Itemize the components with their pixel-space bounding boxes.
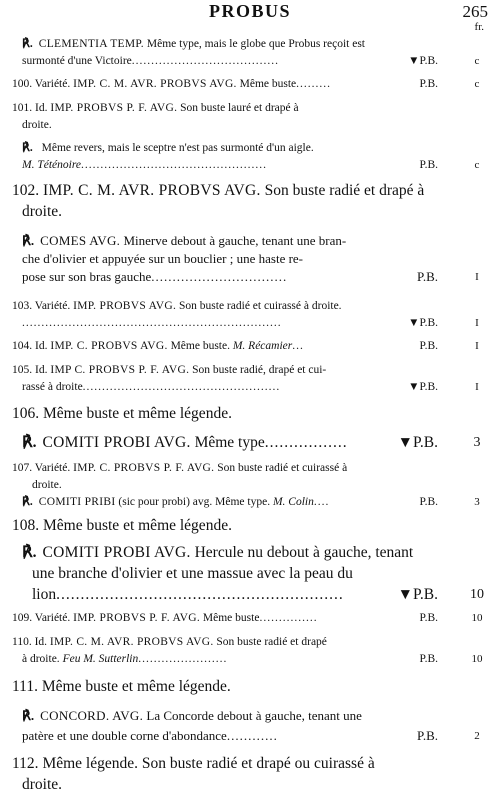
catalogue-entry bbox=[0, 676, 500, 697]
description-text: Même buste bbox=[236, 78, 297, 90]
coin-legend: IMP. C. PROBVS AVG. bbox=[50, 340, 168, 352]
entry-number: 100. Variété. bbox=[12, 78, 74, 90]
line-text bbox=[12, 676, 231, 697]
currency-unit: fr. bbox=[474, 21, 484, 33]
entry-number: 112. bbox=[12, 755, 43, 772]
catalogue-entry bbox=[0, 362, 500, 396]
grade-label: P.B. bbox=[419, 381, 438, 393]
catalogue-entry bbox=[0, 76, 500, 93]
module-grade bbox=[406, 379, 438, 396]
description-text: Hercule nu debout à gauche, tenant bbox=[190, 544, 414, 561]
description-text: Son buste radié et cuirassé à droite. bbox=[176, 300, 342, 312]
line-text bbox=[22, 268, 287, 286]
description-text: Même type, mais le globe que Probus reçoit est bbox=[144, 38, 366, 50]
coin-legend: IMP. C. M. AVR. PROBVS AVG. bbox=[49, 636, 214, 648]
coin-legend: CONCORD. AVG. bbox=[40, 708, 144, 723]
description-text: Son buste radié et drapé à bbox=[260, 182, 425, 199]
catalogue-entry bbox=[0, 100, 500, 134]
coin-legend: IMP. PROBVS AVG. bbox=[73, 300, 177, 312]
reverse-symbol: ℟. bbox=[22, 708, 35, 723]
coin-legend: COMITI PROBI AVG. bbox=[42, 434, 191, 451]
line-text bbox=[22, 36, 365, 53]
module-grade bbox=[417, 651, 438, 668]
entry-line bbox=[0, 774, 500, 795]
entry-line bbox=[0, 298, 500, 315]
module-grade bbox=[415, 268, 438, 286]
leader-dots: ...................................... bbox=[131, 55, 280, 67]
line-text bbox=[22, 774, 62, 795]
line-text bbox=[22, 157, 267, 174]
description-text: Son buste radié et cuirassé à bbox=[214, 462, 348, 474]
rarity-value: I bbox=[475, 340, 479, 352]
module-grade bbox=[406, 53, 438, 70]
coin-legend: IMP. PROBVS P. F. AVG. bbox=[50, 102, 178, 114]
entry-line bbox=[0, 379, 500, 396]
grade-label: P.B. bbox=[419, 496, 438, 508]
module-grade bbox=[396, 432, 438, 453]
rarity-value: 2 bbox=[474, 730, 480, 742]
description-text: à droite. bbox=[22, 653, 63, 665]
catalogue-entry bbox=[0, 403, 500, 424]
module-grade bbox=[417, 610, 438, 627]
description-text: che d'olivier et appuyée sur un bouclier ; une haste re- bbox=[22, 251, 304, 266]
description-text: (sic pour probi) avg. Même type. bbox=[115, 496, 273, 508]
entry-line bbox=[0, 76, 500, 93]
leader-dots: ................................................ bbox=[80, 159, 267, 171]
description-text: Même buste et même légende. bbox=[41, 678, 231, 695]
rarity-value: 3 bbox=[474, 496, 480, 508]
description-text: Même légende. Son buste radié et drapé ou cuirassé à bbox=[42, 755, 375, 772]
line-text bbox=[22, 651, 227, 668]
entry-line bbox=[0, 140, 500, 157]
description-text: La Concorde debout à gauche, tenant une bbox=[143, 708, 362, 723]
line-text bbox=[22, 432, 348, 453]
leader-dots: ............ bbox=[226, 728, 278, 743]
catalogue-entry bbox=[0, 232, 500, 286]
leader-dots: ................................................................... bbox=[22, 317, 282, 329]
catalogue-entry bbox=[0, 542, 500, 605]
entry-number: 111. bbox=[12, 678, 42, 695]
metal-mark-icon: ▼ bbox=[408, 381, 420, 393]
grade-label: P.B. bbox=[419, 612, 438, 624]
collection-name: M. Téténoire bbox=[22, 159, 81, 171]
line-text bbox=[22, 726, 278, 746]
line-text bbox=[12, 753, 375, 774]
metal-mark-icon: ▼ bbox=[408, 55, 420, 67]
grade-label: P.B. bbox=[419, 78, 438, 90]
collection-name: Feu M. Sutterlin bbox=[62, 653, 139, 665]
coin-legend: COMES AVG. bbox=[40, 233, 121, 248]
catalogue-entry bbox=[0, 753, 500, 795]
coin-legend: CLEMENTIA TEMP. bbox=[38, 38, 144, 50]
line-text bbox=[12, 76, 331, 93]
line-text bbox=[22, 201, 62, 222]
leader-dots: ... bbox=[292, 340, 304, 352]
leader-dots: ............... bbox=[259, 612, 318, 624]
description-text: droite. bbox=[22, 203, 63, 220]
reverse-symbol: ℟. bbox=[22, 233, 35, 248]
entry-line bbox=[0, 201, 500, 222]
rarity-value: c bbox=[474, 55, 480, 67]
description-text: droite. bbox=[22, 776, 63, 793]
entry-line bbox=[0, 432, 500, 453]
page-number: 265 bbox=[462, 2, 488, 21]
line-text bbox=[12, 634, 327, 651]
description-text: Même buste. bbox=[167, 340, 233, 352]
description-text: droite. bbox=[32, 479, 62, 491]
module-grade bbox=[417, 494, 438, 511]
rarity-value: 10 bbox=[471, 612, 483, 624]
catalogue-entry bbox=[0, 706, 500, 746]
line-text bbox=[12, 515, 232, 536]
entry-number: 108. bbox=[12, 517, 43, 534]
entry-number: 109. Variété. bbox=[12, 612, 74, 624]
coin-legend: IMP. C. M. AVR. PROBVS AVG. bbox=[73, 78, 237, 90]
module-grade bbox=[417, 338, 438, 355]
description-text: rassé à droite bbox=[22, 381, 83, 393]
entry-number: 103. Variété. bbox=[12, 300, 74, 312]
entry-line bbox=[0, 610, 500, 627]
entry-number: 102. bbox=[12, 182, 43, 199]
grade-label: P.B. bbox=[419, 317, 438, 329]
module-grade bbox=[396, 584, 438, 605]
entry-line bbox=[0, 494, 500, 511]
coin-legend: IMP. PROBVS P. F. AVG. bbox=[73, 612, 201, 624]
description-text: Même type bbox=[190, 434, 265, 451]
entry-line bbox=[0, 726, 500, 746]
description-text: une branche d'olivier et une massue avec la peau du bbox=[32, 565, 353, 582]
metal-mark-icon: ▼ bbox=[397, 434, 413, 451]
rarity-value: c bbox=[474, 159, 480, 171]
leader-dots: ........................................................... bbox=[56, 586, 344, 603]
description-text: Même buste bbox=[200, 612, 260, 624]
coin-legend: COMITI PROBI AVG. bbox=[42, 544, 191, 561]
line-text bbox=[12, 100, 299, 117]
description-text: Son buste radié et drapé bbox=[213, 636, 327, 648]
entry-line bbox=[0, 515, 500, 536]
entry-line bbox=[0, 477, 500, 494]
rarity-value: I bbox=[475, 381, 479, 393]
reverse-symbol: ℟. bbox=[22, 544, 37, 561]
description-text: Minerve debout à gauche, tenant une bran- bbox=[120, 233, 347, 248]
description-text: pose sur son bras gauche bbox=[22, 269, 152, 284]
line-text bbox=[22, 232, 346, 250]
rarity-value: 10 bbox=[471, 653, 483, 665]
entry-line bbox=[0, 542, 500, 563]
line-text bbox=[32, 584, 344, 605]
line-text bbox=[22, 315, 282, 332]
reverse-symbol: ℟. bbox=[22, 496, 33, 508]
line-text bbox=[32, 477, 62, 494]
entry-line bbox=[0, 584, 500, 605]
entry-line bbox=[0, 53, 500, 70]
entry-number: 104. Id. bbox=[12, 340, 51, 352]
leader-dots: ................................................... bbox=[82, 381, 281, 393]
description-text: Son buste lauré et drapé à bbox=[177, 102, 299, 114]
grade-label: P.B. bbox=[417, 728, 438, 743]
catalogue-entry bbox=[0, 610, 500, 627]
entry-line bbox=[0, 180, 500, 201]
entry-line bbox=[0, 250, 500, 268]
line-text bbox=[22, 706, 362, 726]
rarity-value: 3 bbox=[473, 435, 481, 450]
catalogue-entry bbox=[0, 494, 500, 511]
entry-line bbox=[0, 676, 500, 697]
description-text: Même buste et même légende. bbox=[43, 517, 232, 534]
entry-number: 106. bbox=[12, 405, 43, 422]
description-text: Même revers, mais le sceptre n'est pas surmonté d'un aigle. bbox=[38, 142, 314, 154]
collection-name: M. Colin bbox=[272, 496, 314, 508]
catalogue-entry bbox=[0, 140, 500, 174]
entry-line bbox=[0, 753, 500, 774]
grade-label: P.B. bbox=[419, 340, 438, 352]
collection-name: M. Récamier bbox=[232, 340, 293, 352]
description-text: Même buste et même légende. bbox=[43, 405, 232, 422]
rarity-value: 10 bbox=[470, 587, 484, 602]
line-text bbox=[12, 298, 342, 315]
catalogue-entry bbox=[0, 515, 500, 536]
module-grade bbox=[415, 726, 438, 746]
entry-line bbox=[0, 268, 500, 286]
entry-line bbox=[0, 362, 500, 379]
line-text bbox=[22, 140, 314, 157]
catalogue-entry bbox=[0, 180, 500, 222]
leader-dots: ....................... bbox=[138, 653, 228, 665]
entry-number: 101. Id. bbox=[12, 102, 51, 114]
grade-label: P.B. bbox=[419, 653, 438, 665]
entry-line bbox=[0, 100, 500, 117]
line-text bbox=[22, 379, 280, 396]
entry-number: 107. Variété. bbox=[12, 462, 74, 474]
entry-line bbox=[0, 338, 500, 355]
leader-dots: ................................ bbox=[151, 269, 288, 284]
line-text bbox=[12, 610, 318, 627]
catalogue-entry bbox=[0, 36, 500, 70]
entry-line bbox=[0, 157, 500, 174]
description-text: Son buste radié, drapé et cui- bbox=[189, 364, 327, 376]
line-text bbox=[22, 494, 329, 511]
line-text bbox=[22, 53, 279, 70]
entry-number: 110. Id. bbox=[12, 636, 50, 648]
entry-line bbox=[0, 706, 500, 726]
grade-label: P.B. bbox=[413, 586, 438, 603]
entry-line bbox=[0, 232, 500, 250]
coin-legend: IMP. C. PROBVS P. F. AVG. bbox=[73, 462, 215, 474]
catalogue-entry bbox=[0, 432, 500, 453]
description-text: patère et une double corne d'abondance bbox=[22, 728, 227, 743]
module-grade bbox=[417, 157, 438, 174]
rarity-value: c bbox=[474, 78, 480, 90]
rarity-value: I bbox=[475, 271, 479, 283]
line-text bbox=[12, 180, 424, 201]
description-text: lion bbox=[32, 586, 57, 603]
line-text bbox=[12, 460, 347, 477]
line-text bbox=[32, 563, 353, 584]
catalogue-entry bbox=[0, 634, 500, 668]
line-text bbox=[22, 250, 303, 268]
coin-legend: IMP C. PROBVS P. F. AVG. bbox=[50, 364, 190, 376]
leader-dots: ......... bbox=[296, 78, 332, 90]
grade-label: P.B. bbox=[419, 55, 438, 67]
line-text bbox=[12, 403, 232, 424]
reverse-symbol: ℟. bbox=[22, 38, 33, 50]
module-grade bbox=[406, 315, 438, 332]
module-grade bbox=[417, 76, 438, 93]
grade-label: P.B. bbox=[417, 269, 438, 284]
description-text: droite. bbox=[22, 119, 52, 131]
description-text: surmonté d'une Victoire bbox=[22, 55, 132, 67]
entry-line bbox=[0, 634, 500, 651]
entry-line bbox=[0, 563, 500, 584]
rarity-value: I bbox=[475, 317, 479, 329]
metal-mark-icon: ▼ bbox=[408, 317, 420, 329]
coin-legend: IMP. C. M. AVR. PROBVS AVG. bbox=[43, 182, 261, 199]
leader-dots: ................. bbox=[264, 434, 348, 451]
line-text bbox=[22, 117, 52, 134]
reverse-symbol: ℟. bbox=[22, 142, 33, 154]
line-text bbox=[22, 542, 413, 563]
catalogue-entry bbox=[0, 338, 500, 355]
grade-label: P.B. bbox=[413, 434, 438, 451]
reverse-symbol: ℟. bbox=[22, 434, 37, 451]
catalogue-entry bbox=[0, 298, 500, 332]
page-title: PROBUS bbox=[208, 1, 291, 21]
entry-line bbox=[0, 117, 500, 134]
line-text bbox=[12, 338, 304, 355]
coin-legend: COMITI PRIBI bbox=[38, 496, 116, 508]
leader-dots: .... bbox=[313, 496, 330, 508]
entry-line bbox=[0, 315, 500, 332]
metal-mark-icon: ▼ bbox=[397, 586, 413, 603]
entry-line bbox=[0, 651, 500, 668]
entry-line bbox=[0, 403, 500, 424]
entry-number: 105. Id. bbox=[12, 364, 51, 376]
entry-line bbox=[0, 460, 500, 477]
grade-label: P.B. bbox=[419, 159, 438, 171]
catalogue-entry bbox=[0, 460, 500, 494]
line-text bbox=[12, 362, 326, 379]
entry-line bbox=[0, 36, 500, 53]
